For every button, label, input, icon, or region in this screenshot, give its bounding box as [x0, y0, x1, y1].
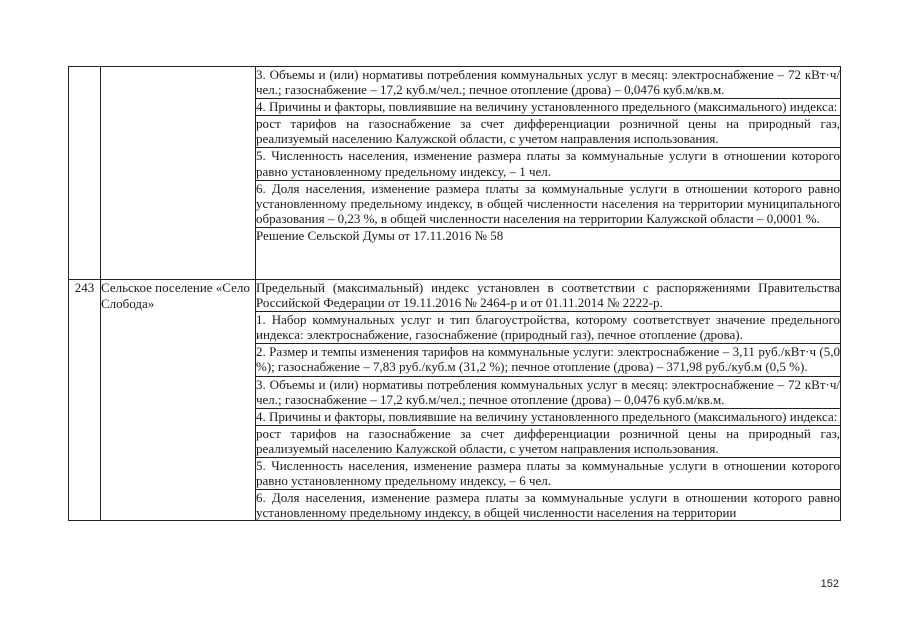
paragraph: 5. Численность населения, изменение размера платы за коммунальные услуги в отношении которого равно установленному предельному индексу, – 1 чел. [256, 148, 840, 180]
settlement-name [101, 67, 256, 280]
paragraph: 6. Доля населения, изменение размера платы за коммунальные услуги в отношении которого равно установленному предельному индексу, в общей численности населения на территории муниципального образования – 0,23 %, в общей численности населения на территории Калужской области – 0,0001 %. [256, 181, 840, 228]
paragraph: 5. Численность населения, изменение размера платы за коммунальные услуги в отношении которого равно установленному предельному индексу, – 6 чел. [256, 458, 840, 490]
table-row [69, 67, 841, 280]
paragraph: рост тарифов на газоснабжение за счет дифференциации розничной цены на природный газ, реализуемый населению Калужской области, с учетом направления использования. [256, 426, 840, 458]
description-cell [256, 67, 841, 280]
settlements-table [68, 66, 841, 521]
paragraph: 1. Набор коммунальных услуг и тип благоустройства, которому соответствует значение предельного индекса: электроснабжение, газоснабжение (природный газ), печное отопление (дрова). [256, 312, 840, 344]
decision-reference: Решение Сельской Думы от 17.11.2016 № 58 [256, 227, 504, 243]
table-row [69, 280, 841, 521]
settlement-name: Сельское поселение «Село Слобода» [101, 280, 256, 521]
paragraph: 4. Причины и факторы, повлиявшие на величину установленного предельного (максимального) индекса: [256, 99, 840, 116]
row-number: 243 [69, 280, 101, 521]
row-number [69, 67, 101, 280]
paragraph: 4. Причины и факторы, повлиявшие на величину установленного предельного (максимального) индекса: [256, 409, 840, 426]
paragraph: 3. Объемы и (или) нормативы потребления коммунальных услуг в месяц: электроснабжение – 72 кВт·ч/чел.; газоснабжение – 17,2 куб.м/чел.; печное отопление (дрова) – 0,0476 куб.м/кв.м. [256, 377, 840, 409]
paragraph: Предельный (максимальный) индекс установлен в соответствии с распоряжениями Правительства Российской Федерации от 19.11.2016 № 2464-р и от 01.11.2014 № 2222-р. [256, 280, 840, 312]
paragraph: 2. Размер и темпы изменения тарифов на коммунальные услуги: электроснабжение – 3,11 руб./кВт·ч (5,0 %); газоснабжение – 7,83 руб./куб.м (31,2 %); печное отопление (дрова) – 371,98 руб./куб.м (0,5 %). [256, 344, 840, 376]
page-number: 152 [820, 578, 839, 590]
paragraph: рост тарифов на газоснабжение за счет дифференциации розничной цены на природный газ, реализуемый населению Калужской области, с учетом направления использования. [256, 116, 840, 148]
description-cell [256, 280, 841, 521]
paragraph: 6. Доля населения, изменение размера платы за коммунальные услуги в отношении которого равно установленному предельному индексу, в общей численности населения на территории [256, 490, 840, 521]
paragraph: 3. Объемы и (или) нормативы потребления коммунальных услуг в месяц: электроснабжение – 72 кВт·ч/чел.; газоснабжение – 17,2 куб.м/чел.; печное отопление (дрова) – 0,0476 куб.м/кв.м. [256, 67, 840, 99]
